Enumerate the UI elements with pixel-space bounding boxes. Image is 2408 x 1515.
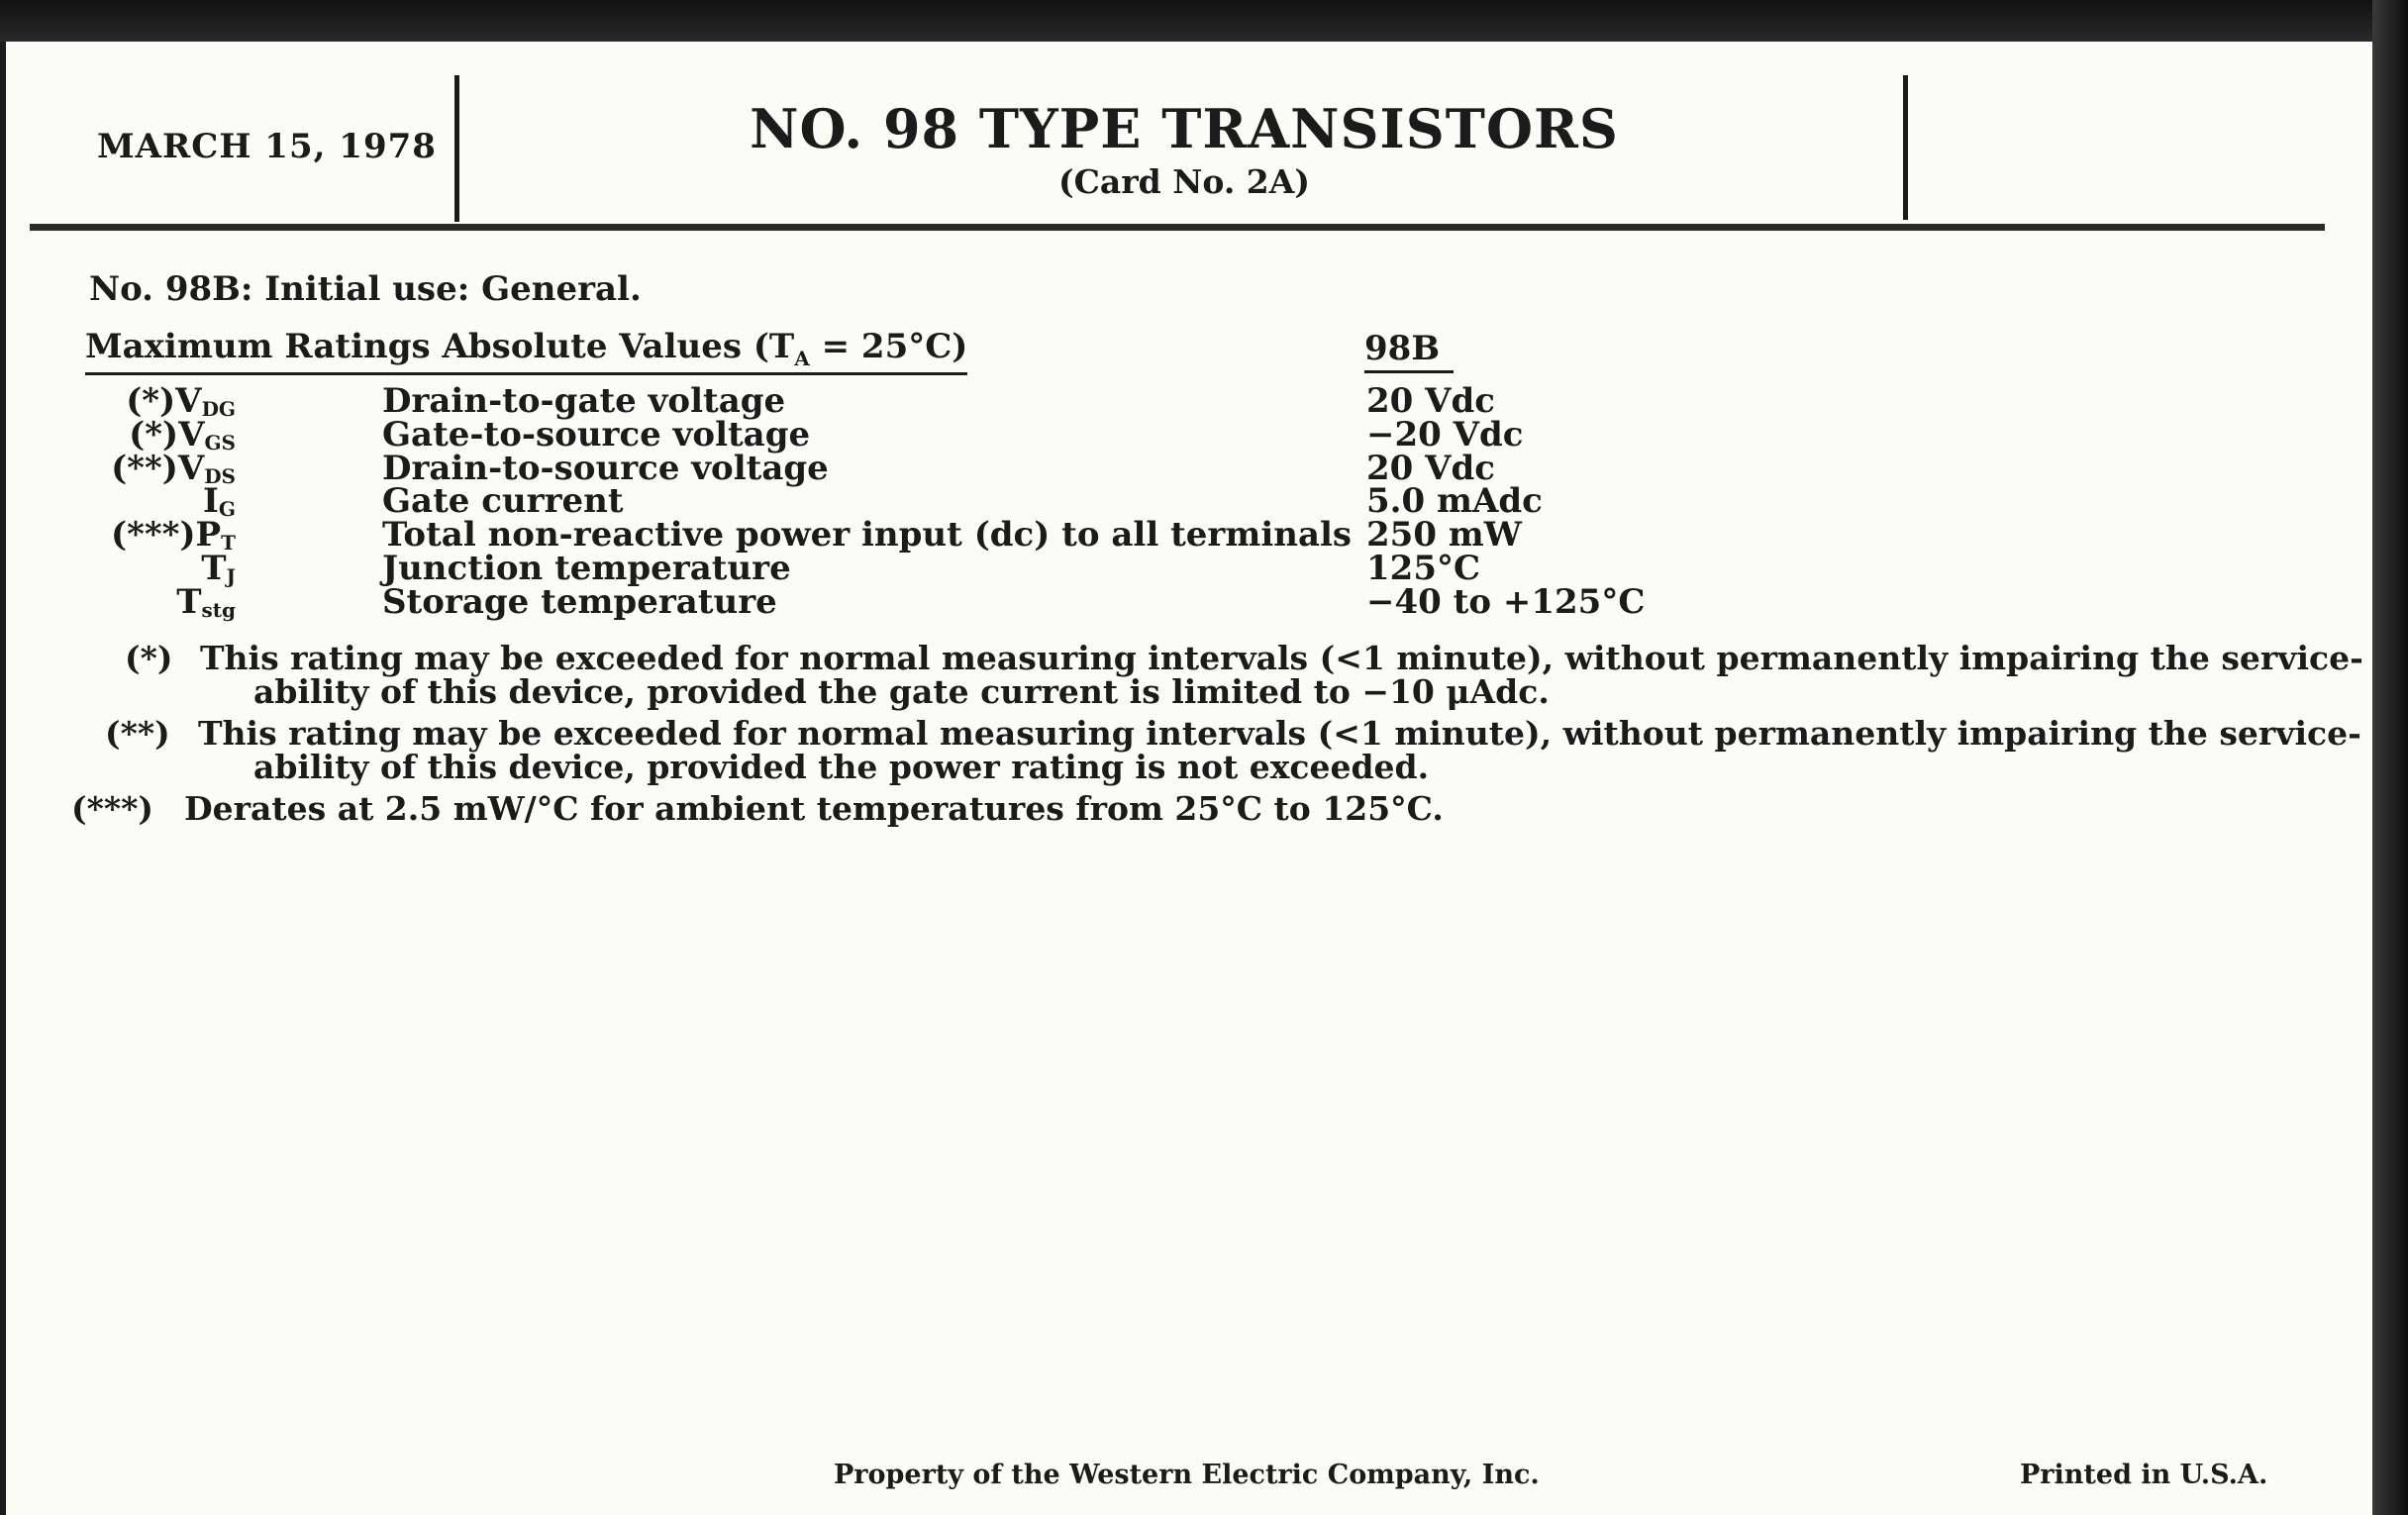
rating-description: Storage temperature [382,582,777,622]
note-text-line1: This rating may be exceeded for normal measuring intervals (<1 minute), without permanently impairing the service- [198,714,2361,753]
rating-description: Gate-to-source voltage [382,415,811,454]
rating-description: Drain-to-gate voltage [382,381,786,421]
rating-description: Gate current [382,481,624,521]
rating-symbol: $(***)P_T$ [111,515,236,555]
footer-property: Property of the Western Electric Company, Inc. [834,1460,1540,1490]
note-mark: (*) [125,639,173,677]
rating-symbol: $(*)V_{GS}$ [129,415,236,454]
rating-value: 5.0 mAdc [1366,481,1543,521]
initial-use-line: No. 98B: Initial use: General. [89,269,642,309]
rating-description: Total non-reactive power input (dc) to all terminals [382,515,1353,555]
ratings-heading: Maximum Ratings Absolute Values $(T_A = 25^\circ C)$ [85,327,967,375]
rating-value: 20 Vdc [1366,381,1496,421]
scan-top-border [0,0,2408,42]
card-date: MARCH 15, 1978 [97,127,437,166]
rating-symbol: $T_J$ [201,549,236,588]
card-title: NO. 98 TYPE TRANSISTORS [750,97,1619,160]
header-divider-left [454,75,459,222]
rating-symbol: $(*)V_{DG}$ [126,381,236,421]
note-mark: (***) [71,789,153,828]
header-rule [30,224,2325,231]
card-subtitle: (Card No. 2A) [1058,162,1310,201]
rating-description: Drain-to-source voltage [382,449,829,488]
rating-symbol: $(**)V_{DS}$ [111,449,236,488]
rating-value: −20 Vdc [1366,415,1524,454]
rating-value: 125°C [1366,549,1481,588]
footer-printed: Printed in U.S.A. [2020,1460,2268,1490]
rating-value: 250 mW [1366,515,1522,555]
rating-value: −40 to +125°C [1366,582,1646,622]
rating-symbol: $I_G$ [203,481,236,521]
note-text-line2: ability of this device, provided the gate current is limited to −10 μAdc. [253,672,1550,711]
rating-symbol: $T_{stg}$ [176,582,236,622]
note-text-line1: Derates at 2.5 mW/°C for ambient temperatures from 25°C to 125°C. [184,789,1444,828]
note-mark: (**) [105,714,170,753]
ratings-column-label: 98B [1364,329,1454,373]
note-text-line1: This rating may be exceeded for normal measuring intervals (<1 minute), without permanently impairing the service- [200,639,2363,677]
rating-value: 20 Vdc [1366,449,1496,488]
scan-right-border [2372,0,2408,1515]
rating-description: Junction temperature [382,549,791,588]
note-text-line2: ability of this device, provided the power rating is not exceeded. [253,748,1430,786]
